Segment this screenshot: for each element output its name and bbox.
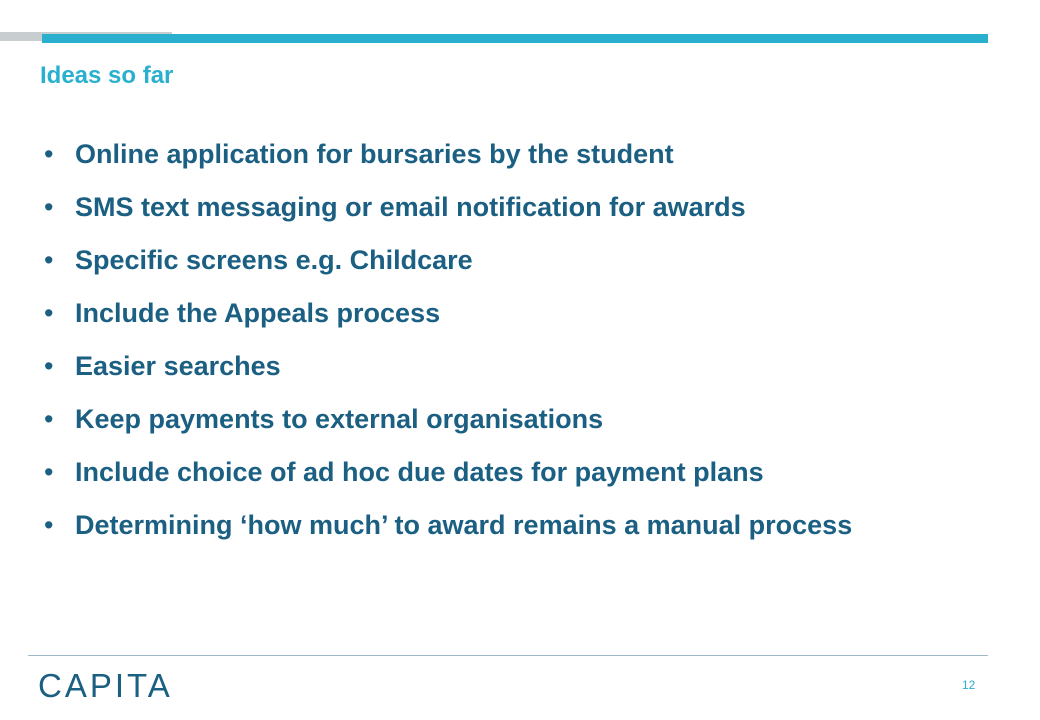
- list-item: [44, 402, 944, 437]
- capita-logo: CAPITA: [38, 667, 173, 704]
- bullet-text: Keep payments to external organisations: [75, 404, 604, 434]
- bullet-icon: •: [44, 404, 54, 434]
- bullet-list: [44, 137, 944, 561]
- list-item: [44, 455, 944, 490]
- bullet-icon: •: [44, 510, 54, 540]
- bullet-text: Easier searches: [75, 351, 281, 381]
- bullet-icon: •: [44, 457, 54, 487]
- bullet-icon: •: [44, 351, 54, 381]
- list-item: [44, 296, 944, 331]
- bullet-text: Determining ‘how much’ to award remains a manual process: [75, 510, 853, 540]
- bullet-icon: •: [44, 245, 54, 275]
- bullet-text: Include choice of ad hoc due dates for payment plans: [75, 457, 764, 487]
- bullet-text: Online application for bursaries by the student: [75, 139, 674, 169]
- bullet-text: Include the Appeals process: [75, 298, 441, 328]
- list-item: [44, 243, 944, 278]
- list-item: [44, 349, 944, 384]
- bullet-text: Specific screens e.g. Childcare: [75, 245, 473, 275]
- list-item: [44, 137, 944, 172]
- list-item: [44, 508, 944, 543]
- bullet-icon: •: [44, 192, 54, 222]
- page-number: 12: [962, 678, 976, 692]
- list-item: [44, 190, 944, 225]
- bullet-icon: •: [44, 139, 54, 169]
- bullet-icon: •: [44, 298, 54, 328]
- slide-title: Ideas so far: [40, 62, 174, 89]
- footer-divider: [28, 655, 988, 656]
- header-accent-bar: [42, 34, 988, 43]
- bullet-text: SMS text messaging or email notification for awards: [75, 192, 746, 222]
